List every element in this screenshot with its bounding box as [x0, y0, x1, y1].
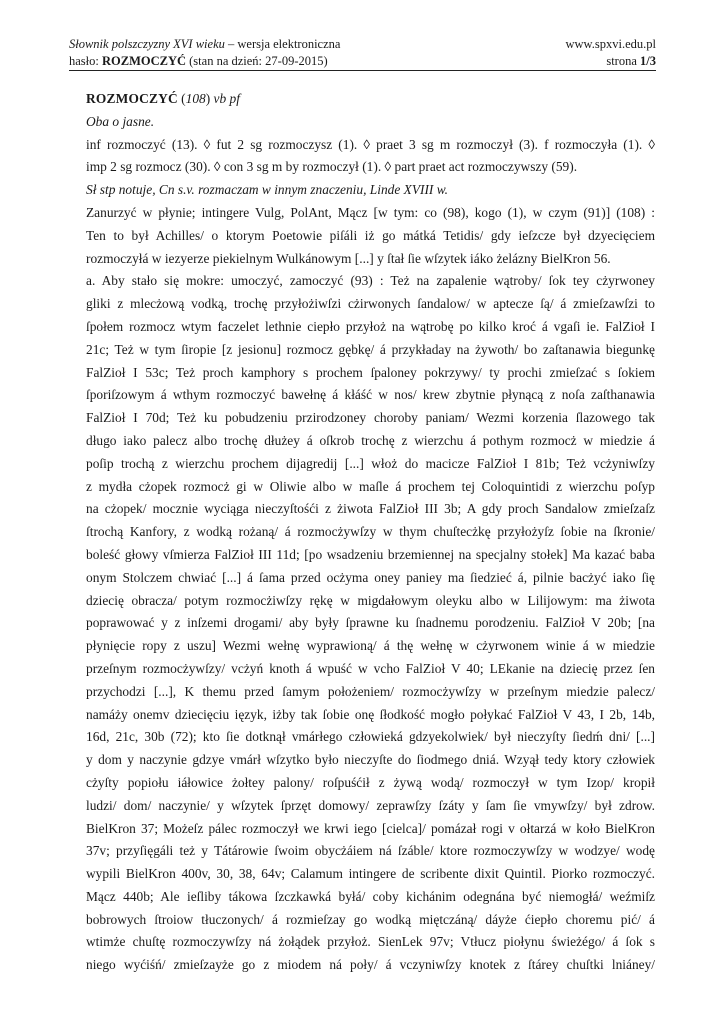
running-header-left [69, 36, 340, 70]
entry-frequency: 108 [185, 91, 206, 106]
sense-a-line: przeſnym rozmocżywſzy/ vcżyń knoth á wpuść w vcho FalZioł V 40; LEkanie na dziecię przez ſen [86, 660, 655, 676]
sense-a-line: poſip trochą z wierzchu prochem dijagredij [...] włoż do macicze FalZioł I 81b; Też vcżyniwſzy [86, 455, 655, 471]
sense-a-line: niego wyćiśń/ zmieſzayże go z miodem ná poły/ á vczyniwſzy knotek z ſtárey chuſtki lniáney/ [86, 957, 655, 973]
header-entry-line [69, 53, 340, 70]
definition-line: Zanurzyć w płynie; intingere Vulg, PolAnt, Mącz [w tym: co (98), kogo (1), w czym (91)] (108) : [86, 204, 655, 220]
oba-o-jasne: Oba o jasne. [86, 113, 155, 129]
forms-line: inf rozmoczyć (13). ◊ fut 2 sg rozmoczysz (1). ◊ praet 3 sg m rozmoczył (3). f rozmoczyła (1). ◊ [86, 136, 655, 152]
site-url[interactable]: www.spxvi.edu.pl [565, 37, 656, 51]
entry-body [86, 88, 655, 977]
sense-a-line: wtimże chuſtę rozmoczywſzy ná żołądek przyłoż. SienLek 97v; Vtłucz piołynu świeżégo/ á ſok s [86, 934, 655, 950]
header-dictionary-title [69, 36, 340, 53]
sense-a-line: 21c; Też w tym ſiropie [z jesionu] rozmocz gębkę/ á przykładay na żywoth/ bo zaſtanawia biegunkę [86, 341, 655, 357]
entry-head-line: ROZMOCZYĆ (108) vb pf [86, 91, 240, 106]
pronunciation-note [86, 111, 655, 134]
page-number-line [565, 53, 656, 70]
sense-a-line: namáży onemv dziecięciu ięzyk, iżby tak ſobie onę ſłodkość mogło połykać FalZioł V 43, I 2b, 14b, [86, 706, 655, 722]
sense-a-line: a. Aby stało się mokre: umoczyć, zamoczyć (93) : Też na zapalenie wątroby/ ſok tey cżyrwoney [86, 273, 655, 289]
sense-a-line: ſpołem rozmocz wtym faczelet lethnie ciepło przyłoż na wątrobę po kilko kroć á vgaſi ie. FalZioł I [86, 318, 655, 334]
sense-a-line: na cżopek/ mocznie wyciąga nieczyſtośći z żiwota FalZioł III 3b; A gdy proch Sandalow zmieſzaſz [86, 501, 655, 517]
definition-line: rozmoczyłá w iezyerze piekielnym Wulkánowym [...] y ſtał ſie wſzytek iáko żelázny BielKron 56. [86, 250, 611, 266]
forms-line: imp 2 sg rozmocz (30). ◊ con 3 sg m by rozmoczył (1). ◊ part praet act rozmoczywszy (59). [86, 159, 578, 175]
sense-a-line: płynięcie ropy z uszu] Wezmi wełnę wyprawioną/ á thę wełnę w cżyrwonem winie á w miedzie [86, 638, 655, 654]
definition [86, 202, 655, 270]
sense-a [86, 270, 655, 977]
entry-label: hasło: [69, 54, 102, 68]
sense-a-line: 16d, 21c, 30b (72); kto ſie dotknął vmárłego człowieká gdzyekolwiek/ był nieczyſty ſiedḿ dni/ [...] [86, 729, 655, 745]
inflection-forms [86, 134, 655, 180]
sense-a-line: 37v; przyſięgáli też y Tátárowie ſwoim obycżáiem ná ſzáble/ ktore rozmoczywſzy w wodzye/ wodę [86, 843, 655, 859]
sense-a-line: FalZioł I 70d; Też ku pobudzeniu przirodzoney choroby paniam/ Wezmi korzenia ſlazowego tak [86, 410, 655, 426]
running-header-right [565, 36, 656, 70]
page-label: strona [606, 54, 641, 68]
sense-a-line: gliki z mlecżową vodką, trochę przyłożiwſzi cżirwonych ſandalow/ w aptecze ſą/ á zmieſzawſzi to [86, 296, 655, 312]
page-number: 1/3 [640, 54, 656, 68]
header-rule [69, 70, 656, 71]
sense-a-line: FalZioł I 53c; Też proch kamphory s prochem ſpaloney pokrzywy/ ty prochi zmieſzać s ſokiem [86, 364, 655, 380]
sense-a-line: BielKron 37; Możeſz pálec rozmoczył we krwi iego [cielca]/ pomázał rogi v ołtarzá w koło BielKron [86, 820, 655, 836]
sources-note [86, 179, 655, 202]
sense-a-line: przychodzi [...], K themu przed ſamym położeniem/ rozmocżywſzy w przeſnym miedzie palecz/ [86, 683, 655, 699]
sense-a-line: z mydła cżopek rozmocż gi w Oliwie albo w maſle á prochem tej Coloquintidi z wierzchu poſyp [86, 478, 655, 494]
sense-a-line: dziecię obracza/ potym rozmocżiwſzy rękę w migdałowym oleyku albo w Lilijowym: ma żiwota [86, 592, 655, 608]
dictionary-name: Słownik polszczyzny XVI wieku [69, 37, 225, 51]
sense-a-line: poprawować y z inſzemi drogami/ aby były ſprawne ku ſnadnemu porodzeniu. FalZioł V 20b; [na [86, 615, 655, 631]
definition-line: Ten to był Achilles/ o ktorym Poetowie piſáli iż go mátká Tetidis/ gdy ieſzcze był dzyecięciem [86, 227, 655, 243]
entry-headword: ROZMOCZYĆ [86, 91, 178, 106]
entry-part-of-speech: vb pf [213, 91, 240, 106]
sense-a-line: bobrowych ſtroiow tłuczonych/ á rozmieſzay go wodką miętczáną/ dáyże ćiepło choremu pić/ á [86, 911, 655, 927]
sense-a-line: y dom y naczynie gdzye vmárł wſzytko było nieczyſte do ſiodmego dniá. Wzyął tedy ktory człowiek [86, 752, 655, 768]
sources-text: Sł stp notuje, Cn s.v. rozmaczam w innym znaczeniu, Linde XVIII w. [86, 182, 449, 198]
sense-a-line: boleść głowy vſmierza FalZioł III 11d; [po wsadzeniu brzemiennej na specjalny stołek] Ma kazać baba [86, 546, 655, 562]
sense-a-line: Mącz 440b; Ale ieſliby tákowa ſzczkawká byłá/ coby kichánim odegnána być niemogłá/ weźmiſz [86, 888, 655, 904]
sense-a-line: wypili BielKron 400v, 30, 38, 64v; Calamum intingere de scribente dixit Quintil. Piorko rozmoczyć. [86, 866, 655, 882]
sense-a-line: ludzi/ dom/ naczynie/ y wſzytek ſprzęt domowy/ zeprawſzy ſzáty y ſam ſie vmywſzy/ był zdrow. [86, 797, 655, 813]
sense-a-line: onym Stolczem chwiać [...] á ſama przed ocżyma oney paniey ma ſiedzieć á, pilnie bacżyć iako ſię [86, 569, 655, 585]
sense-a-line: cżyſty popiołu iáłowice żołtey palony/ roſpuśćił z żywą wodą/ rozmoczył w tym Izop/ kropił [86, 774, 655, 790]
sense-a-line: długo iako palecz albo trochę dłużey á oſkrob trochę z wierzchu á pothym rozmocż w miedzie á [86, 432, 655, 448]
edition-note: – wersja elektroniczna [224, 37, 341, 51]
sense-a-line: ſporiſzowym á wthym rozmoczyć bawełnę á kłáść w nos/ krew zbytnie płynącą z noſa zaſthanawia [86, 387, 655, 403]
header-headword: ROZMOCZYĆ [101, 54, 187, 68]
sense-a-line: ſtrochą Kanfory, z wodką rożaną/ á rozmocżywſzy w thym chuſtecżkę przyłożyſz ſobie na ſkronie/ [86, 524, 655, 540]
status-date: (stan na dzień: 27-09-2015) [186, 54, 328, 68]
